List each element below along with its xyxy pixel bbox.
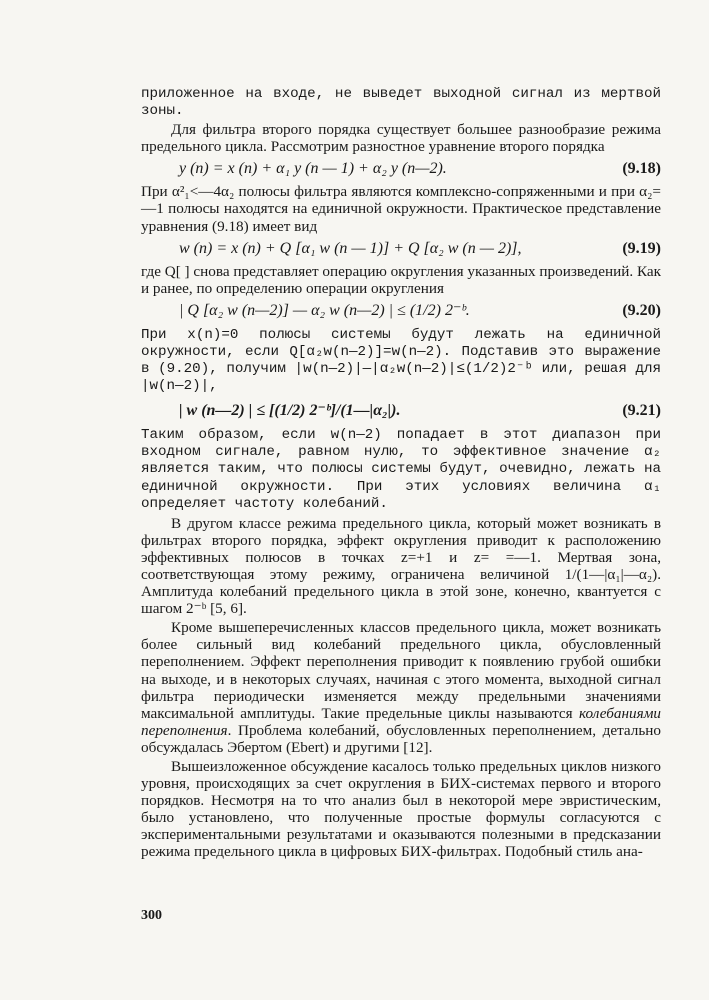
equation-9-21 <box>141 399 661 423</box>
equation-9-21-number: (9.21) <box>622 402 661 420</box>
paragraph-rounding-op: где Q[ ] снова представляет операцию округления указанных произведений. Как и ранее, по определению операции округления <box>141 262 661 297</box>
equation-9-18-formula: y (n) = x (n) + α₁ y (n — 1) + α₂ y (n—2). <box>179 160 447 178</box>
equation-9-18-number: (9.18) <box>622 160 661 178</box>
paragraph-summary: Вышеизложенное обсуждение касалось только предельных циклов низкого уровня, происходящих за счет округления в БИХ-системах первого и второго порядков. Несмотря на то что анализ был в некоторой мере эвристическим, было установлено, что полученные простые формулы согласуются с экспериментальными результатами и оказываются полезными в предсказании режима предельного цикла в цифровых БИХ-фильтрах. Подобный стиль ана- <box>141 758 661 861</box>
equation-9-20 <box>141 299 661 323</box>
equation-9-19 <box>141 237 661 261</box>
paragraph-second-order-intro: Для фильтра второго порядка существует большее разнообразие режима предельного цикла. Рассмотрим разностное уравнение второго порядка <box>141 121 661 156</box>
equation-9-20-formula: | Q [α₂ w (n—2)] — α₂ w (n—2) | ≤ (1/2) 2⁻ᵇ. <box>179 301 470 319</box>
equation-9-21-formula: | w (n—2) | ≤ [(1/2) 2⁻ᵇ]/(1—|α₂|). <box>179 402 401 420</box>
paragraph-overflow-text: Кроме вышеперечисленных классов предельного цикла, может возникать более сильный вид колебаний предельного цикла, обусловленный переполнением. Эффект переполнения приводит к появлению грубой ошибки на выходе, и в некоторых случаях, начиная с этого момента, выходной сигнал фильтра периодически изменяется между предельными значениями максимальной амплитуды. Такие предельные циклы называются <box>141 619 661 722</box>
term-overflow-oscillations: колебаниями переполнения <box>141 704 661 739</box>
paragraph-alpha2-effective: Таким образом, если w(n—2) попадает в этот диапазон при входном сигнале, равном нулю, то эффективное значение α₂ является таким, что полюсы системы будут, очевидно, лежать на единичной окружности. При этих условиях величина α₁ определяет частоту колебаний. <box>141 427 661 512</box>
paragraph-other-class: В другом классе режима предельного цикла, который может возникать в фильтрах второго порядка, эффект округления приводит к расположению эффективных полюсов в точках z=+1 и z= =—1. Мертвая зона, соответствующая этому режиму, ограничена величиной 1/(1—|α₁|—α₂). Амплитуда колебаний предельного цикла в этой зоне, конечно, квантуется с шагом 2⁻ᵇ [5, 6]. <box>141 514 661 618</box>
paragraph-overflow-tail: . Проблема колебаний, обусловленных переполнением, детально обсуждалась Эбертом (Ebert) и другими [12]. <box>141 721 661 756</box>
equation-9-18 <box>141 157 661 181</box>
text-column <box>141 86 661 861</box>
paragraph-poles-conjugate: При α²₁<—4α₂ полюсы фильтра являются комплексно-сопряженными и при α₂=—1 полюсы находятся на единичной окружности. Практическое представление уравнения (9.18) имеет вид <box>141 183 661 235</box>
equation-9-20-number: (9.20) <box>622 301 661 319</box>
paragraph-overflow <box>141 619 661 756</box>
equation-9-19-number: (9.19) <box>622 239 661 257</box>
paragraph-unit-circle: При x(n)=0 полюсы системы будут лежать на единичной окружности, если Q[α₂w(n—2)]=w(n—2). Подставив это выражение в (9.20), получим |w(n—2)|—|α₂w(n—2)|≤(1/2)2⁻ᵇ или, решая для |w(n—2)|, <box>141 326 661 395</box>
equation-9-19-formula: w (n) = x (n) + Q [α₁ w (n — 1)] + Q [α₂ w (n — 2)], <box>179 239 522 257</box>
paragraph-dead-zone-end: приложенное на входе, не выведет выходной сигнал из мертвой зоны. <box>141 86 661 120</box>
page-number: 300 <box>141 908 162 923</box>
